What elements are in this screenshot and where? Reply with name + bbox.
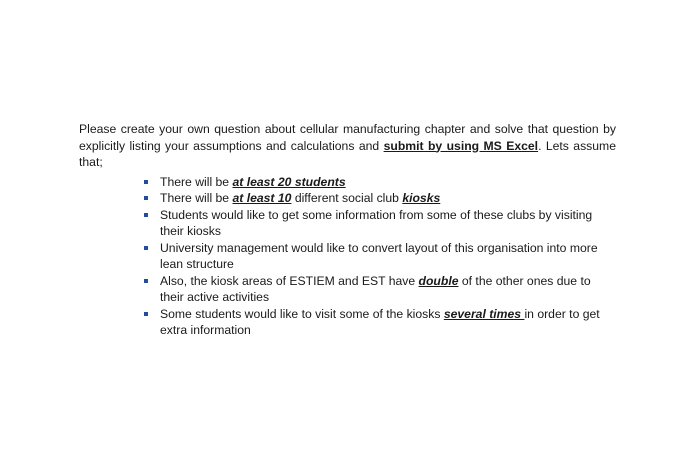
assumption-item-students (160, 174, 616, 191)
bullet-emphasis: kiosks (402, 191, 441, 205)
bullet-text: Students would like to get some information from some of these clubs by visiting their kiosks (160, 207, 593, 238)
bullet-text: Some students would like to visit some of the kiosks (160, 306, 444, 321)
bullet-text: University management would like to convert layout of this organisation into more lean structure (160, 240, 598, 271)
bullet-text: of the other ones due to their active activities (160, 273, 591, 304)
bullet-text: There will be (160, 174, 233, 189)
bullet-emphasis: at least 10 (232, 191, 292, 205)
assumption-list (79, 174, 616, 339)
intro-emphasis: submit by using MS Excel (383, 138, 539, 153)
bullet-emphasis: at least 20 students (232, 174, 346, 189)
intro-paragraph (79, 121, 616, 171)
intro-text-start: Please create your own question about cellular manufacturing chapter and solve that question by explicitly listing your assumptions and calculations and (79, 122, 616, 153)
bullet-text: Also, the kiosk areas of ESTIEM and EST have (160, 273, 419, 288)
bullet-text: different social club (291, 191, 403, 205)
bullet-text: in order to get extra information (160, 306, 600, 337)
assumption-item-kiosk-area (160, 273, 616, 306)
assumption-item-lean (160, 240, 616, 273)
assumption-item-visit (160, 207, 616, 240)
intro-text-end: . Lets assume that; (79, 138, 616, 169)
bullet-emphasis: double (418, 273, 459, 288)
document-body (79, 121, 616, 339)
assumption-item-repeat-visits (160, 306, 616, 339)
bullet-emphasis: several times (443, 306, 525, 321)
assumption-item-kiosks (160, 190, 616, 207)
bullet-text: There will be (160, 191, 233, 205)
